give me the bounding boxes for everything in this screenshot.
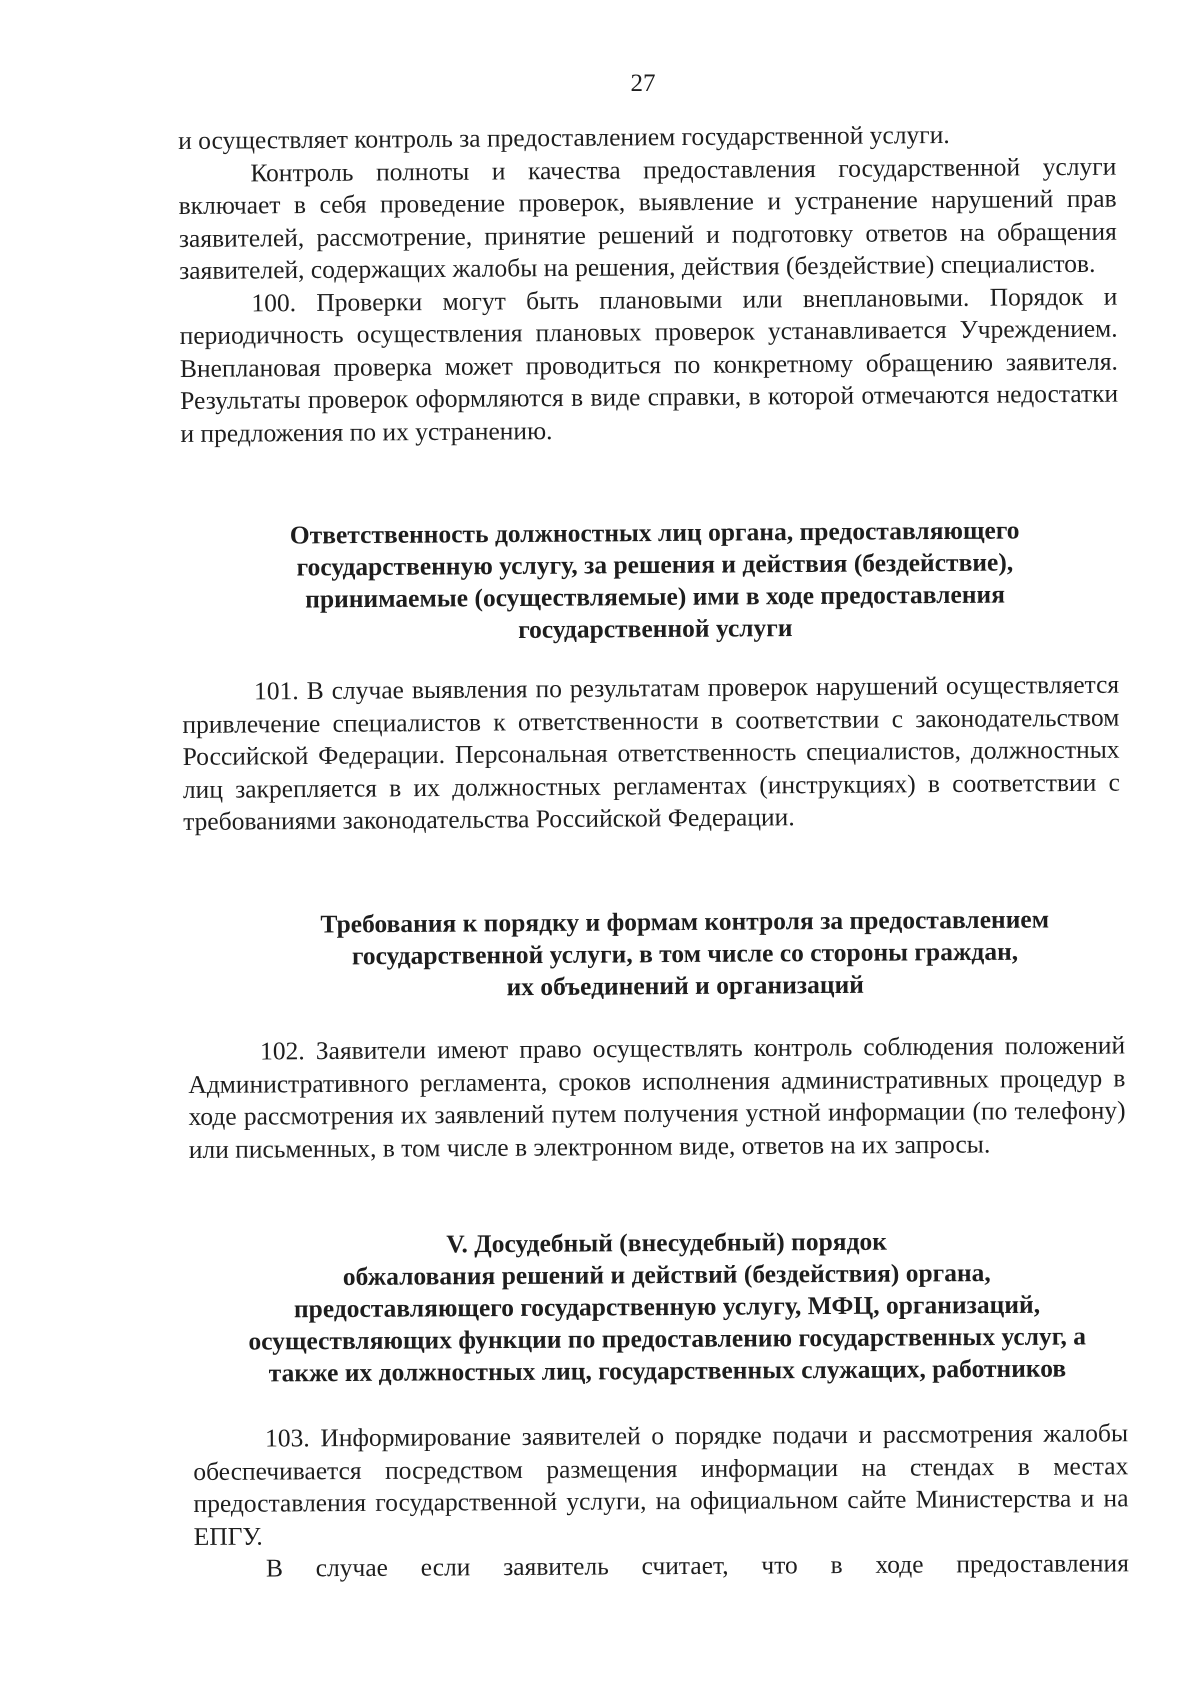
heading-line: принимаемые (осуществляемые) ими в ходе предоставления [305, 579, 1006, 614]
paragraph-103: 103. Информирование заявителей о порядке подачи и рассмотрения жалобы обеспечивается посредством размещения информации на стендах в местах предоставления государственной услуги, на официальном сайте Министерства и на ЕПГУ. [193, 1418, 1129, 1551]
text-block-control [178, 118, 1119, 450]
section-heading-responsibility [200, 514, 1111, 648]
heading-line: предоставляющего государственную услугу, МФЦ, организаций, [293, 1289, 1041, 1324]
paragraph-continuation: и осуществляет контроль за предоставлением государственной услуги. [178, 119, 950, 155]
section-heading-appeal [182, 1224, 1153, 1390]
heading-line: Требования к порядку и формам контроля за предоставлением [320, 904, 1050, 939]
heading-line: их объединений и организаций [506, 969, 865, 1002]
section-heading-control-requirements [260, 903, 1111, 1005]
heading-line: также их должностных лиц, государственных служащих, работников [268, 1353, 1067, 1388]
text-block-responsibility [182, 669, 1120, 839]
text-block-appeal-info [193, 1417, 1129, 1585]
paragraph-100: 100. Проверки могут быть плановыми или внеплановыми. Порядок и периодичность осуществления плановых проверок устанавливается Учреждением. Внеплановая проверка может проводиться по конкретному обращению заявителя. Результаты проверок оформляются в виде справки, в которой отмечаются недостатки и предложения по их устранению. [179, 281, 1119, 448]
paragraph-102: 102. Заявители имеют право осуществлять контроль соблюдения положений Административного регламента, сроков исполнения административных процедур в ходе рассмотрения их заявлений путем получения устной информации (по телефону) или письменных, в том числе в электронном виде, ответов на их запросы. [188, 1030, 1126, 1164]
heading-line: государственную услугу, за решения и действия (бездействие), [296, 547, 1014, 582]
heading-line: V. Досудебный (внесудебный) порядок [446, 1226, 887, 1259]
heading-line: государственной услуги [518, 613, 793, 644]
paragraph-appeal-case: В случае если заявитель считает, что в ходе предоставления [265, 1548, 1129, 1583]
heading-line: Ответственность должностных лиц органа, предоставляющего [289, 515, 1020, 550]
paragraph-101: 101. В случае выявления по результатам проверок нарушений осуществляется привлечение специалистов к ответственности в соответствии с законодательством Российской Федерации. Персональная ответственность специалистов, должностных лиц закрепляется в их должностных регламентах (инструкциях) в соответствии с требованиями законодательства Российской Федерации. [182, 669, 1120, 836]
heading-line: осуществляющих функции по предоставлению государственных услуг, а [248, 1321, 1087, 1356]
heading-line: обжалования решений и действий (бездействия) органа, [342, 1258, 991, 1291]
page-number: 27 [630, 70, 656, 97]
heading-line: государственной услуги, в том числе со стороны граждан, [351, 936, 1019, 971]
paragraph-control-quality: Контроль полноты и качества предоставления государственной услуги включает в себя проведение проверок, выявление и устранение нарушений прав заявителей, рассмотрение, принятие решений и подготовку ответов на обращения заявителей, содержащих жалобы на решения, действия (бездействие) специалистов. [178, 151, 1117, 285]
text-block-applicant-rights [188, 1029, 1126, 1166]
